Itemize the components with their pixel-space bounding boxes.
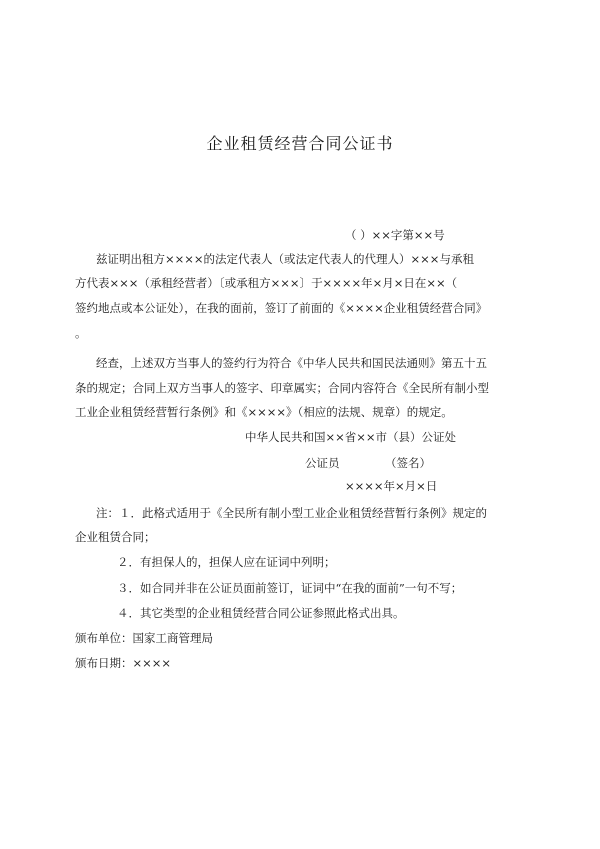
document-date: ××××年×月×日 bbox=[345, 479, 438, 493]
notary-label: 公证员 bbox=[305, 456, 340, 470]
note-1-line-2: 企业租赁合同； bbox=[75, 530, 156, 544]
paragraph-2-line-2: 条的规定；合同上双方当事人的签字、印章属实；合同内容符合《全民所有制小型 bbox=[75, 381, 489, 395]
paragraph-1-line-1: 兹证明出租方××××的法定代表人（或法定代表人的代理人）×××与承租 bbox=[96, 252, 474, 266]
note-3: ３．如合同并非在公证员面前签订，证词中“在我的面前”一句不写； bbox=[117, 581, 463, 595]
note-1-line-1: 注：１．此格式适用于《全民所有制小型工业企业租赁经营暂行条例》规定的 bbox=[96, 506, 487, 520]
paragraph-1-line-3: 签约地点或本公证处），在我的面前，签订了前面的《××××企业租赁经营合同》 bbox=[75, 301, 488, 315]
paragraph-1-line-4: 。 bbox=[75, 326, 87, 340]
document-number: （ ）××字第××号 bbox=[345, 228, 445, 242]
note-2: ２．有担保人的，担保人应在证词中列明； bbox=[117, 555, 336, 569]
note-4: ４．其它类型的企业租赁经营合同公证参照此格式出具。 bbox=[117, 606, 405, 620]
paragraph-2-line-3: 工业企业租赁经营暂行条例》和《××××》（相应的法规、规章）的规定。 bbox=[75, 405, 453, 419]
notary-office: 中华人民共和国××省××市（县）公证处 bbox=[245, 430, 457, 444]
notary-signature: （签名） bbox=[385, 456, 431, 470]
paragraph-2-line-1: 经查，上述双方当事人的签约行为符合《中华人民共和国民法通则》第五十五 bbox=[96, 356, 487, 370]
paragraph-1-line-2: 方代表×××（承租经营者）〔或承租方×××〕于××××年×月×日在××（ bbox=[75, 276, 458, 290]
issue-date: 颁布日期：×××× bbox=[75, 656, 172, 670]
issuer: 颁布单位：国家工商管理局 bbox=[75, 631, 213, 645]
document-title: 企业租赁经营合同公证书 bbox=[206, 134, 394, 153]
